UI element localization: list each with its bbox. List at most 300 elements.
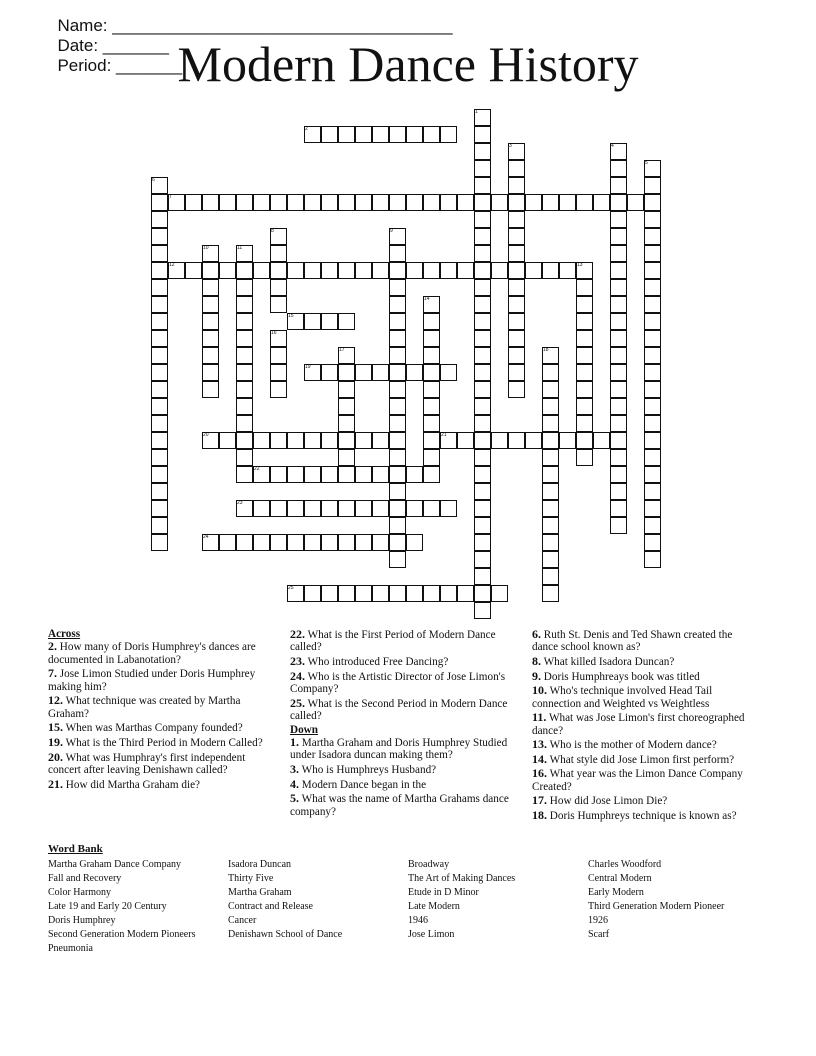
crossword-cell[interactable] xyxy=(440,194,457,211)
crossword-cell[interactable] xyxy=(542,534,559,551)
crossword-cell[interactable] xyxy=(389,534,406,551)
crossword-cell[interactable] xyxy=(644,449,661,466)
crossword-cell[interactable] xyxy=(508,194,525,211)
crossword-cell[interactable] xyxy=(423,126,440,143)
crossword-cell[interactable] xyxy=(389,466,406,483)
crossword-cell[interactable] xyxy=(406,500,423,517)
crossword-cell[interactable] xyxy=(372,500,389,517)
crossword-cell[interactable] xyxy=(644,177,661,194)
crossword-cell[interactable] xyxy=(372,194,389,211)
crossword-cell[interactable] xyxy=(151,466,168,483)
crossword-cell[interactable] xyxy=(287,194,304,211)
crossword-cell[interactable] xyxy=(236,398,253,415)
crossword-cell[interactable] xyxy=(644,211,661,228)
crossword-cell[interactable] xyxy=(236,466,253,483)
crossword-cell[interactable] xyxy=(542,585,559,602)
crossword-cell[interactable] xyxy=(576,279,593,296)
crossword-cell[interactable] xyxy=(593,194,610,211)
crossword-cell[interactable] xyxy=(644,194,661,211)
crossword-cell[interactable] xyxy=(542,517,559,534)
crossword-cell[interactable] xyxy=(644,381,661,398)
crossword-cell[interactable] xyxy=(253,534,270,551)
crossword-cell[interactable] xyxy=(372,466,389,483)
crossword-cell[interactable] xyxy=(610,177,627,194)
crossword-cell[interactable] xyxy=(627,194,644,211)
crossword-cell[interactable] xyxy=(644,347,661,364)
crossword-cell[interactable] xyxy=(372,432,389,449)
crossword-cell[interactable] xyxy=(610,483,627,500)
crossword-cell[interactable] xyxy=(423,347,440,364)
crossword-cell[interactable] xyxy=(321,194,338,211)
crossword-cell[interactable] xyxy=(389,296,406,313)
crossword-cell[interactable] xyxy=(576,415,593,432)
crossword-cell[interactable] xyxy=(610,211,627,228)
crossword-cell[interactable] xyxy=(389,126,406,143)
crossword-cell[interactable] xyxy=(338,126,355,143)
crossword-cell[interactable] xyxy=(474,126,491,143)
crossword-cell[interactable] xyxy=(338,194,355,211)
crossword-cell[interactable] xyxy=(151,211,168,228)
crossword-cell[interactable] xyxy=(610,160,627,177)
crossword-cell[interactable] xyxy=(508,313,525,330)
crossword-cell[interactable] xyxy=(304,500,321,517)
crossword-cell[interactable] xyxy=(151,534,168,551)
crossword-cell[interactable] xyxy=(151,228,168,245)
crossword-cell[interactable] xyxy=(491,194,508,211)
crossword-cell[interactable] xyxy=(287,500,304,517)
crossword-cell[interactable] xyxy=(406,466,423,483)
crossword-cell[interactable] xyxy=(474,602,491,619)
crossword-cell[interactable] xyxy=(185,262,202,279)
crossword-cell[interactable] xyxy=(287,534,304,551)
crossword-cell[interactable] xyxy=(576,347,593,364)
crossword-cell[interactable] xyxy=(474,262,491,279)
crossword-cell[interactable] xyxy=(644,432,661,449)
crossword-cell[interactable] xyxy=(559,432,576,449)
crossword-cell[interactable] xyxy=(508,279,525,296)
crossword-cell[interactable] xyxy=(610,398,627,415)
crossword-cell[interactable] xyxy=(219,432,236,449)
crossword-cell[interactable] xyxy=(576,296,593,313)
crossword-cell[interactable] xyxy=(151,398,168,415)
crossword-cell[interactable] xyxy=(338,466,355,483)
crossword-cell[interactable] xyxy=(151,296,168,313)
crossword-cell[interactable] xyxy=(525,194,542,211)
crossword-cell[interactable] xyxy=(321,466,338,483)
crossword-cell[interactable] xyxy=(253,262,270,279)
crossword-cell[interactable] xyxy=(474,245,491,262)
crossword-cell[interactable] xyxy=(236,364,253,381)
crossword-cell[interactable] xyxy=(151,381,168,398)
crossword-cell[interactable] xyxy=(457,194,474,211)
crossword-cell[interactable] xyxy=(389,415,406,432)
crossword-cell[interactable] xyxy=(202,262,219,279)
crossword-cell[interactable] xyxy=(576,194,593,211)
crossword-cell[interactable] xyxy=(355,585,372,602)
crossword-cell[interactable] xyxy=(542,466,559,483)
crossword-cell[interactable] xyxy=(542,194,559,211)
crossword-cell[interactable] xyxy=(389,398,406,415)
crossword-cell[interactable] xyxy=(491,262,508,279)
crossword-cell[interactable] xyxy=(508,245,525,262)
crossword-cell[interactable] xyxy=(338,415,355,432)
crossword-cell[interactable] xyxy=(321,313,338,330)
crossword-cell[interactable] xyxy=(270,534,287,551)
crossword-cell[interactable] xyxy=(355,262,372,279)
crossword-cell[interactable] xyxy=(270,296,287,313)
crossword-cell[interactable] xyxy=(525,432,542,449)
crossword-cell[interactable] xyxy=(474,143,491,160)
crossword-cell[interactable] xyxy=(644,500,661,517)
crossword-cell[interactable] xyxy=(202,381,219,398)
crossword-cell[interactable] xyxy=(610,228,627,245)
crossword-cell[interactable] xyxy=(542,551,559,568)
crossword-cell[interactable] xyxy=(508,381,525,398)
crossword-cell[interactable] xyxy=(321,432,338,449)
crossword-cell[interactable] xyxy=(372,364,389,381)
crossword-cell[interactable] xyxy=(270,466,287,483)
crossword-cell[interactable] xyxy=(644,262,661,279)
crossword-cell[interactable] xyxy=(151,330,168,347)
crossword-cell[interactable] xyxy=(576,330,593,347)
crossword-cell[interactable] xyxy=(423,449,440,466)
crossword-cell[interactable] xyxy=(389,449,406,466)
crossword-cell[interactable] xyxy=(270,262,287,279)
crossword-cell[interactable] xyxy=(474,398,491,415)
crossword-cell[interactable] xyxy=(610,279,627,296)
crossword-cell[interactable] xyxy=(457,432,474,449)
crossword-cell[interactable] xyxy=(389,483,406,500)
crossword-cell[interactable] xyxy=(389,585,406,602)
crossword-cell[interactable] xyxy=(270,245,287,262)
crossword-cell[interactable] xyxy=(644,245,661,262)
crossword-cell[interactable] xyxy=(474,347,491,364)
crossword-cell[interactable] xyxy=(236,279,253,296)
crossword-cell[interactable] xyxy=(202,194,219,211)
crossword-cell[interactable] xyxy=(338,585,355,602)
crossword-cell[interactable] xyxy=(474,432,491,449)
crossword-cell[interactable] xyxy=(321,126,338,143)
crossword-cell[interactable] xyxy=(423,585,440,602)
crossword-cell[interactable] xyxy=(423,398,440,415)
crossword-cell[interactable] xyxy=(151,483,168,500)
crossword-cell[interactable] xyxy=(474,228,491,245)
crossword-cell[interactable] xyxy=(508,211,525,228)
crossword-cell[interactable] xyxy=(202,330,219,347)
crossword-cell[interactable] xyxy=(151,500,168,517)
crossword-cell[interactable] xyxy=(542,398,559,415)
crossword-cell[interactable] xyxy=(576,364,593,381)
crossword-cell[interactable] xyxy=(474,381,491,398)
crossword-cell[interactable] xyxy=(338,534,355,551)
crossword-cell[interactable] xyxy=(389,245,406,262)
crossword-cell[interactable] xyxy=(219,262,236,279)
crossword-cell[interactable] xyxy=(355,364,372,381)
crossword-cell[interactable] xyxy=(610,194,627,211)
crossword-cell[interactable] xyxy=(644,330,661,347)
crossword-cell[interactable] xyxy=(236,415,253,432)
crossword-cell[interactable] xyxy=(338,432,355,449)
crossword-cell[interactable] xyxy=(236,194,253,211)
crossword-cell[interactable] xyxy=(542,449,559,466)
crossword-cell[interactable] xyxy=(644,534,661,551)
crossword-cell[interactable] xyxy=(610,313,627,330)
crossword-cell[interactable] xyxy=(610,432,627,449)
crossword-cell[interactable] xyxy=(270,500,287,517)
crossword-cell[interactable] xyxy=(508,364,525,381)
crossword-cell[interactable] xyxy=(304,194,321,211)
crossword-cell[interactable] xyxy=(423,194,440,211)
crossword-cell[interactable] xyxy=(270,279,287,296)
crossword-cell[interactable] xyxy=(355,194,372,211)
crossword-cell[interactable] xyxy=(304,262,321,279)
crossword-cell[interactable] xyxy=(508,330,525,347)
crossword-cell[interactable] xyxy=(270,194,287,211)
crossword-cell[interactable] xyxy=(389,262,406,279)
crossword-cell[interactable] xyxy=(644,364,661,381)
crossword-cell[interactable] xyxy=(644,398,661,415)
crossword-cell[interactable] xyxy=(406,364,423,381)
crossword-cell[interactable] xyxy=(338,449,355,466)
crossword-cell[interactable] xyxy=(610,466,627,483)
crossword-cell[interactable] xyxy=(474,194,491,211)
crossword-cell[interactable] xyxy=(236,262,253,279)
crossword-cell[interactable] xyxy=(474,449,491,466)
crossword-cell[interactable] xyxy=(321,262,338,279)
crossword-cell[interactable] xyxy=(423,415,440,432)
crossword-cell[interactable] xyxy=(270,347,287,364)
crossword-cell[interactable] xyxy=(236,449,253,466)
crossword-cell[interactable] xyxy=(576,398,593,415)
crossword-cell[interactable] xyxy=(151,449,168,466)
crossword-cell[interactable] xyxy=(610,500,627,517)
crossword-cell[interactable] xyxy=(474,500,491,517)
crossword-cell[interactable] xyxy=(508,432,525,449)
crossword-cell[interactable] xyxy=(644,466,661,483)
crossword-cell[interactable] xyxy=(474,211,491,228)
crossword-cell[interactable] xyxy=(236,381,253,398)
crossword-cell[interactable] xyxy=(202,347,219,364)
crossword-cell[interactable] xyxy=(151,432,168,449)
crossword-cell[interactable] xyxy=(542,483,559,500)
crossword-cell[interactable] xyxy=(644,483,661,500)
crossword-cell[interactable] xyxy=(270,364,287,381)
crossword-cell[interactable] xyxy=(610,330,627,347)
crossword-cell[interactable] xyxy=(253,500,270,517)
crossword-cell[interactable] xyxy=(440,500,457,517)
crossword-cell[interactable] xyxy=(389,381,406,398)
crossword-cell[interactable] xyxy=(440,126,457,143)
crossword-cell[interactable] xyxy=(474,534,491,551)
crossword-cell[interactable] xyxy=(389,551,406,568)
crossword-cell[interactable] xyxy=(406,194,423,211)
crossword-cell[interactable] xyxy=(151,347,168,364)
crossword-cell[interactable] xyxy=(304,534,321,551)
crossword-cell[interactable] xyxy=(576,381,593,398)
crossword-cell[interactable] xyxy=(491,585,508,602)
crossword-cell[interactable] xyxy=(644,279,661,296)
crossword-cell[interactable] xyxy=(474,466,491,483)
crossword-cell[interactable] xyxy=(236,296,253,313)
crossword-cell[interactable] xyxy=(610,296,627,313)
crossword-cell[interactable] xyxy=(474,279,491,296)
crossword-cell[interactable] xyxy=(202,296,219,313)
crossword-cell[interactable] xyxy=(610,245,627,262)
crossword-cell[interactable] xyxy=(389,313,406,330)
crossword-cell[interactable] xyxy=(644,228,661,245)
crossword-cell[interactable] xyxy=(474,313,491,330)
crossword-cell[interactable] xyxy=(423,364,440,381)
crossword-cell[interactable] xyxy=(576,449,593,466)
crossword-cell[interactable] xyxy=(236,347,253,364)
crossword-cell[interactable] xyxy=(236,330,253,347)
crossword-cell[interactable] xyxy=(423,330,440,347)
crossword-cell[interactable] xyxy=(508,160,525,177)
crossword-cell[interactable] xyxy=(474,585,491,602)
crossword-cell[interactable] xyxy=(151,245,168,262)
crossword-cell[interactable] xyxy=(644,415,661,432)
crossword-cell[interactable] xyxy=(610,364,627,381)
crossword-cell[interactable] xyxy=(474,568,491,585)
crossword-cell[interactable] xyxy=(270,432,287,449)
crossword-cell[interactable] xyxy=(219,534,236,551)
crossword-cell[interactable] xyxy=(372,126,389,143)
crossword-cell[interactable] xyxy=(406,585,423,602)
crossword-cell[interactable] xyxy=(304,585,321,602)
crossword-cell[interactable] xyxy=(610,262,627,279)
crossword-cell[interactable] xyxy=(202,364,219,381)
crossword-cell[interactable] xyxy=(457,262,474,279)
crossword-cell[interactable] xyxy=(423,381,440,398)
crossword-cell[interactable] xyxy=(151,194,168,211)
crossword-cell[interactable] xyxy=(423,500,440,517)
crossword-cell[interactable] xyxy=(474,517,491,534)
crossword-cell[interactable] xyxy=(355,432,372,449)
crossword-cell[interactable] xyxy=(440,585,457,602)
crossword-cell[interactable] xyxy=(610,347,627,364)
crossword-cell[interactable] xyxy=(236,313,253,330)
crossword-cell[interactable] xyxy=(389,500,406,517)
crossword-cell[interactable] xyxy=(338,262,355,279)
crossword-cell[interactable] xyxy=(474,483,491,500)
name-field-label[interactable]: Name: ____________________________________ xyxy=(57,16,453,35)
crossword-cell[interactable] xyxy=(151,364,168,381)
crossword-cell[interactable] xyxy=(287,262,304,279)
crossword-cell[interactable] xyxy=(474,160,491,177)
crossword-cell[interactable] xyxy=(389,279,406,296)
crossword-cell[interactable] xyxy=(542,500,559,517)
crossword-cell[interactable] xyxy=(355,126,372,143)
crossword-cell[interactable] xyxy=(644,517,661,534)
crossword-cell[interactable] xyxy=(406,534,423,551)
crossword-cell[interactable] xyxy=(508,262,525,279)
date-field-label[interactable]: Date: _______ xyxy=(57,36,169,55)
crossword-cell[interactable] xyxy=(236,534,253,551)
crossword-cell[interactable] xyxy=(372,585,389,602)
crossword-cell[interactable] xyxy=(406,126,423,143)
crossword-cell[interactable] xyxy=(389,330,406,347)
crossword-cell[interactable] xyxy=(610,517,627,534)
crossword-cell[interactable] xyxy=(542,568,559,585)
crossword-cell[interactable] xyxy=(525,262,542,279)
crossword-cell[interactable] xyxy=(474,330,491,347)
crossword-cell[interactable] xyxy=(593,432,610,449)
crossword-cell[interactable] xyxy=(304,466,321,483)
crossword-cell[interactable] xyxy=(474,551,491,568)
crossword-cell[interactable] xyxy=(389,517,406,534)
crossword-cell[interactable] xyxy=(474,177,491,194)
crossword-cell[interactable] xyxy=(389,364,406,381)
crossword-cell[interactable] xyxy=(304,313,321,330)
crossword-cell[interactable] xyxy=(610,415,627,432)
crossword-cell[interactable] xyxy=(644,551,661,568)
crossword-cell[interactable] xyxy=(644,313,661,330)
crossword-cell[interactable] xyxy=(355,466,372,483)
crossword-cell[interactable] xyxy=(355,500,372,517)
crossword-cell[interactable] xyxy=(389,347,406,364)
crossword-cell[interactable] xyxy=(287,432,304,449)
crossword-cell[interactable] xyxy=(287,466,304,483)
crossword-cell[interactable] xyxy=(542,415,559,432)
crossword-cell[interactable] xyxy=(440,364,457,381)
crossword-cell[interactable] xyxy=(406,262,423,279)
crossword-cell[interactable] xyxy=(389,194,406,211)
crossword-cell[interactable] xyxy=(508,228,525,245)
crossword-cell[interactable] xyxy=(474,296,491,313)
crossword-cell[interactable] xyxy=(644,296,661,313)
crossword-cell[interactable] xyxy=(338,500,355,517)
crossword-cell[interactable] xyxy=(151,415,168,432)
crossword-cell[interactable] xyxy=(372,534,389,551)
crossword-cell[interactable] xyxy=(542,364,559,381)
crossword-cell[interactable] xyxy=(321,585,338,602)
crossword-cell[interactable] xyxy=(542,262,559,279)
crossword-cell[interactable] xyxy=(559,194,576,211)
crossword-cell[interactable] xyxy=(202,313,219,330)
crossword-cell[interactable] xyxy=(440,262,457,279)
crossword-cell[interactable] xyxy=(338,364,355,381)
crossword-cell[interactable] xyxy=(423,432,440,449)
crossword-cell[interactable] xyxy=(185,194,202,211)
period-field-label[interactable]: Period: _______ xyxy=(57,56,183,75)
crossword-cell[interactable] xyxy=(151,279,168,296)
crossword-cell[interactable] xyxy=(338,313,355,330)
crossword-cell[interactable] xyxy=(304,432,321,449)
crossword-cell[interactable] xyxy=(559,262,576,279)
crossword-cell[interactable] xyxy=(321,500,338,517)
crossword-cell[interactable] xyxy=(457,585,474,602)
crossword-cell[interactable] xyxy=(474,364,491,381)
crossword-cell[interactable] xyxy=(474,415,491,432)
crossword-cell[interactable] xyxy=(355,534,372,551)
crossword-cell[interactable] xyxy=(151,313,168,330)
crossword-cell[interactable] xyxy=(236,432,253,449)
crossword-cell[interactable] xyxy=(389,432,406,449)
crossword-cell[interactable] xyxy=(338,398,355,415)
crossword-cell[interactable] xyxy=(151,262,168,279)
crossword-cell[interactable] xyxy=(423,313,440,330)
crossword-cell[interactable] xyxy=(610,381,627,398)
crossword-cell[interactable] xyxy=(508,296,525,313)
crossword-cell[interactable] xyxy=(202,279,219,296)
crossword-cell[interactable] xyxy=(542,432,559,449)
crossword-cell[interactable] xyxy=(610,449,627,466)
crossword-cell[interactable] xyxy=(321,364,338,381)
crossword-cell[interactable] xyxy=(372,262,389,279)
crossword-cell[interactable] xyxy=(508,177,525,194)
crossword-cell[interactable] xyxy=(338,381,355,398)
crossword-cell[interactable] xyxy=(423,262,440,279)
